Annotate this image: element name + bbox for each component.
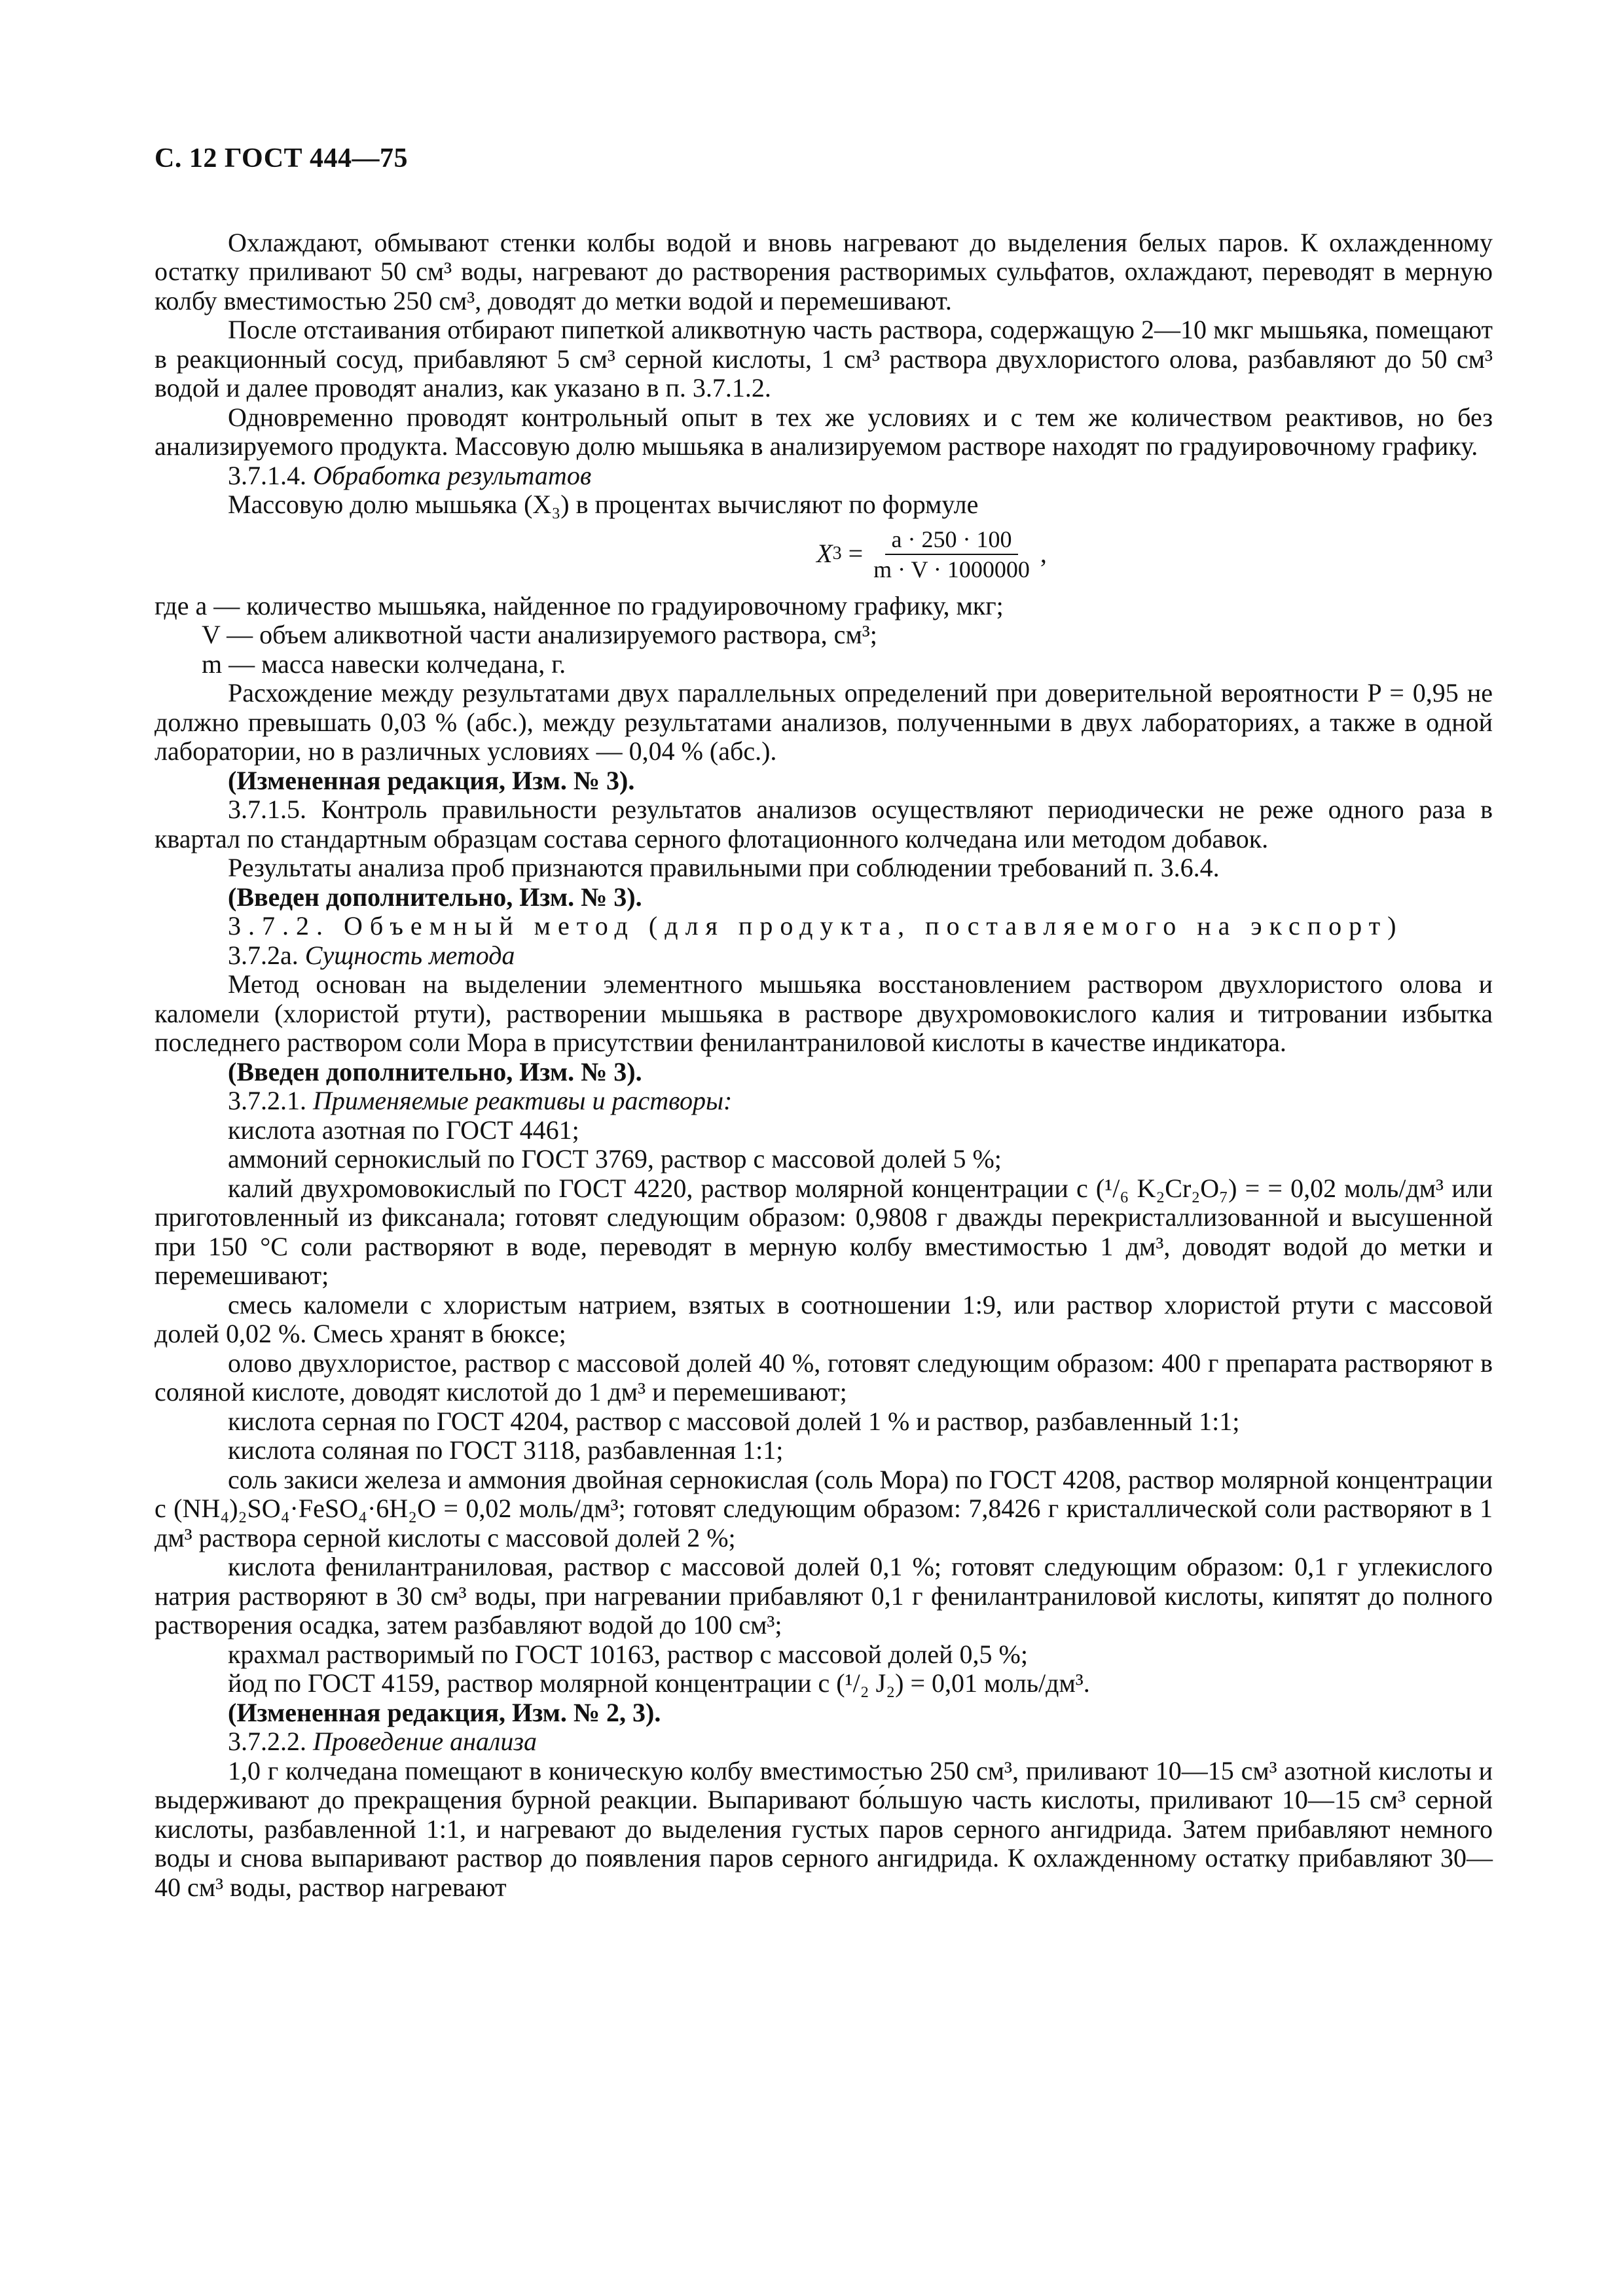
paragraph: Результаты анализа проб признаются правильными при соблюдении требований п. 3.6.4. bbox=[228, 853, 1220, 882]
section-heading: 3.7.2.2. Проведение анализа bbox=[228, 1727, 537, 1756]
reagent-item: калий двухромовокислый по ГОСТ 4220, раствор молярной концентрации c (¹/₆ K₂Cr₂O₇) = = 0,02 моль/дм³ или приготовленный из фиксанала; готовят следующим образом: 0,9808 г дважды перекристаллизованной и высушенной при 150 °С соли растворяют в воде, переводят в мерную колбу вместимостью 1 дм³, доводят водой до метки и перемешивают; bbox=[155, 1173, 1493, 1290]
paragraph: 1,0 г колчедана помещают в коническую колбу вместимостью 250 см³, приливают 10—15 см³ азотной кислоты и выдерживают до прекращения бурной реакции. Выпаривают бо́льшую часть кислоты, приливают 10—15 см³ серной кислоты, разбавленной 1:1, и нагревают до выделения густых паров серного ангидрида. Затем прибавляют немного воды и снова выпаривают раствор до появления паров серного ангидрида. К охлажденному остатку прибавляют 30—40 см³ воды, раствор нагревают bbox=[155, 1755, 1493, 1902]
definition-item: где a — количество мышьяка, найденное по градуировочному графику, мкг; bbox=[155, 590, 1004, 620]
reagent-item: кислота соляная по ГОСТ 3118, разбавленная 1:1; bbox=[228, 1435, 784, 1465]
formula-numerator: a · 250 · 100 bbox=[885, 526, 1019, 555]
document-page bbox=[155, 144, 1493, 1902]
paragraph: Одновременно проводят контрольный опыт в тех же условиях и с тем же количеством реактивов, но без анализируемого продукта. Массовую долю мышьяка в анализируемом растворе находят по градуировочному графику. bbox=[155, 402, 1493, 461]
paragraph: Массовую долю мышьяка (X₃) в процентах вычисляют по формуле bbox=[228, 490, 979, 519]
formula-fraction bbox=[873, 526, 1030, 583]
amendment-note: (Введен дополнительно, Изм. № 3). bbox=[228, 1056, 642, 1086]
paragraph: 3.7.1.5. Контроль правильности результатов анализов осуществляют периодически не реже одного раза в квартал по стандартным образцам состава серного флотационного колчедана или методом добавок. bbox=[155, 795, 1493, 853]
reagent-item: кислота фенилантраниловая, раствор с массовой долей 0,1 %; готовят следующим образом: 0,1 г углекислого натрия растворяют в 30 см³ воды, при нагревании прибавляют 0,1 г фенилантраниловой кислоты, кипятят до полного растворения осадка, затем разбавляют водой до 100 см³; bbox=[155, 1552, 1493, 1640]
reagent-item: кислота азотная по ГОСТ 4461; bbox=[228, 1115, 579, 1145]
formula-lhs-subscript: 3 bbox=[832, 543, 842, 564]
paragraph: Метод основан на выделении элементного мышьяка восстановлением раствором двухлористого олова и каломели (хлористой ртути), растворении мышьяка в растворе двухромовокислого калия и титровании избытка последнего раствором соли Мора в присутствии фенилантраниловой кислоты в качестве индикатора. bbox=[155, 969, 1493, 1057]
paragraph: Расхождение между результатами двух параллельных определений при доверительной вероятности P = 0,95 не должно превышать 0,03 % (абс.), между результатами анализов, полученными в двух лабораториях, а также в одной лаборатории, но в различных условиях — 0,04 % (абс.). bbox=[155, 678, 1493, 766]
reagent-item: соль закиси железа и аммония двойная сернокислая (соль Мора) по ГОСТ 4208, раствор молярной концентрации c (NH₄)₂SO₄·FeSO₄·6H₂O = 0,02 моль/дм³; готовят следующим образом: 7,8426 г кристаллической соли растворяют в 1 дм³ раствора серной кислоты с массовой долей 2 %; bbox=[155, 1464, 1493, 1552]
section-heading: 3.7.2а. Сущность метода bbox=[228, 940, 515, 970]
definition-item: m — масса навески колчедана, г. bbox=[202, 649, 566, 679]
reagent-item: крахмал растворимый по ГОСТ 10163, раствор с массовой долей 0,5 %; bbox=[228, 1639, 1028, 1669]
amendment-note: (Введен дополнительно, Изм. № 3). bbox=[228, 882, 642, 912]
section-heading: 3.7.1.4. Обработка результатов bbox=[228, 460, 592, 490]
reagent-item: аммоний сернокислый по ГОСТ 3769, раствор с массовой долей 5 %; bbox=[228, 1144, 1002, 1174]
section-heading: 3.7.2. Объемный метод (для продукта, поставляемого на экспорт) bbox=[228, 911, 1404, 941]
formula-equals: = bbox=[841, 539, 870, 569]
page-header: С. 12 ГОСТ 444—75 bbox=[155, 143, 409, 173]
reagent-item: йод по ГОСТ 4159, раствор молярной концентрации c (¹/₂ J₂) = 0,01 моль/дм³. bbox=[228, 1668, 1090, 1698]
reagent-item: олово двухлористое, раствор с массовой долей 40 %, готовят следующим образом: 400 г препарата растворяют в соляной кислоте, доводят кислотой до 1 дм³ и перемешивают; bbox=[155, 1348, 1493, 1407]
section-heading: 3.7.2.1. Применяемые реактивы и растворы: bbox=[228, 1086, 733, 1115]
amendment-note: (Измененная редакция, Изм. № 3). bbox=[228, 765, 635, 795]
reagent-item: смесь каломели с хлористым натрием, взятых в соотношении 1:9, или раствор хлористой ртути с массовой долей 0,02 %. Смесь хранят в бюксе; bbox=[155, 1289, 1493, 1348]
definition-item: V — объем аликвотной части анализируемого раствора, см³; bbox=[202, 620, 877, 649]
formula-lhs: X bbox=[816, 539, 833, 569]
amendment-note: (Измененная редакция, Изм. № 2, 3). bbox=[228, 1697, 661, 1727]
formula bbox=[155, 526, 1493, 583]
paragraph: Охлаждают, обмывают стенки колбы водой и вновь нагревают до выделения белых паров. К охлажденному остатку приливают 50 см³ воды, нагревают до растворения растворимых сульфатов, охлаждают, переводят в мерную колбу вместимостью 250 см³, доводят до метки водой и перемешивают. bbox=[155, 227, 1493, 315]
formula-tail: , bbox=[1033, 539, 1047, 569]
reagent-item: кислота серная по ГОСТ 4204, раствор с массовой долей 1 % и раствор, разбавленный 1:1; bbox=[228, 1406, 1240, 1436]
formula-denominator: m · V · 1000000 bbox=[873, 556, 1030, 583]
paragraph: После отстаивания отбирают пипеткой аликвотную часть раствора, содержащую 2—10 мкг мышьяка, помещают в реакционный сосуд, прибавляют 5 см³ серной кислоты, 1 см³ раствора двухлористого олова, разбавляют до 50 см³ водой и далее проводят анализ, как указано в п. 3.7.1.2. bbox=[155, 315, 1493, 403]
